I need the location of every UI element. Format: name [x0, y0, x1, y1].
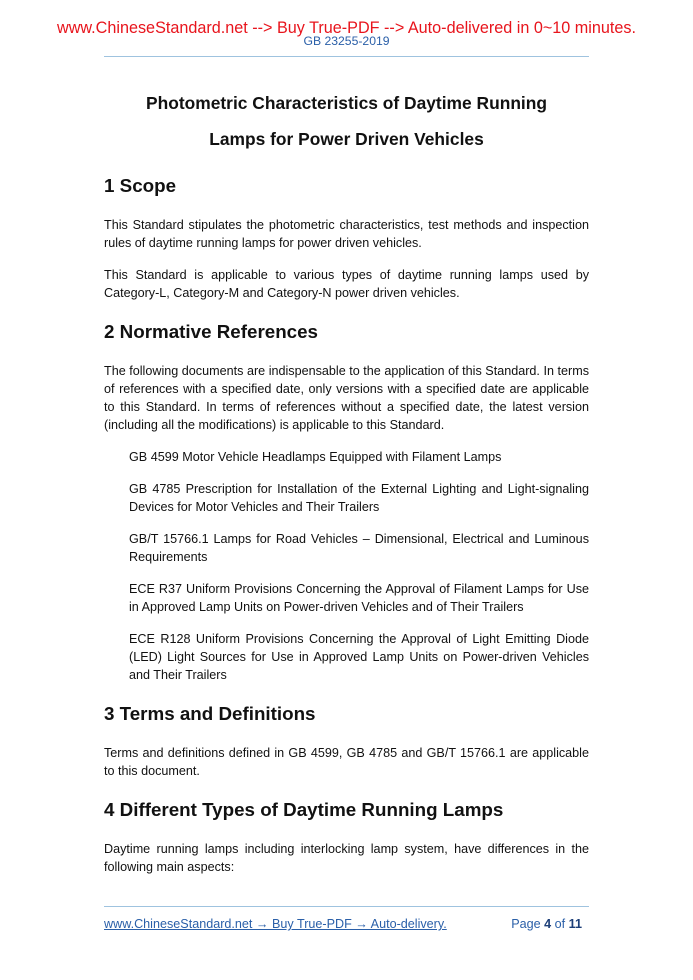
page-indicator [511, 916, 582, 932]
promo-banner[interactable]: www.ChineseStandard.net --> Buy True-PDF --> Auto-delivered in 0~10 minutes. [57, 19, 636, 37]
reference-item: ECE R37 Uniform Provisions Concerning the Approval of Filament Lamps for Use in Approved Lamp Units on Power-driven Vehicles and of Their Trailers [129, 582, 589, 614]
page-current: 4 [544, 917, 552, 931]
reference-item: GB/T 15766.1 Lamps for Road Vehicles – Dimensional, Electrical and Luminous Requirements [129, 532, 589, 564]
page-label: Page [511, 917, 541, 931]
standard-code: GB 23255-2019 [303, 34, 390, 48]
section-heading-normative-references: 2 Normative References [104, 321, 319, 342]
reference-item: GB 4785 Prescription for Installation of the External Lighting and Light-signaling Devices for Motor Vehicles and Their Trailers [129, 482, 589, 514]
normative-intro-paragraph: The following documents are indispensable to the application of this Standard. In terms of references with a specified date, only versions with a specified date are applicable to this Standard. In terms of references without a specified date, the latest version (including all the modifications) is applicable to this Standard. [104, 364, 589, 432]
section-heading-daytime-lamp-types: 4 Different Types of Daytime Running Lamps [104, 799, 504, 820]
header-divider [104, 56, 589, 57]
footer-divider [104, 906, 589, 907]
document-title-line-1: Photometric Characteristics of Daytime Running [145, 93, 548, 113]
document-title-line-2: Lamps for Power Driven Vehicles [209, 129, 484, 149]
scope-paragraph-2: This Standard is applicable to various types of daytime running lamps used by Category-L, Category-M and Category-N power driven vehicles. [104, 268, 589, 300]
reference-item: ECE R128 Uniform Provisions Concerning the Approval of Light Emitting Diode (LED) Light Sources for Use in Approved Lamp Units on Power-driven Vehicles and Their Trailers [129, 632, 589, 682]
scope-paragraph-1: This Standard stipulates the photometric characteristics, test methods and inspection rules of daytime running lamps for power driven vehicles. [104, 218, 589, 250]
reference-item: GB 4599 Motor Vehicle Headlamps Equipped with Filament Lamps [129, 450, 502, 464]
footer-store-link[interactable]: www.ChineseStandard.net → Buy True-PDF → Auto-delivery. [104, 917, 447, 931]
page-of-label: of [554, 917, 566, 931]
types-paragraph: Daytime running lamps including interlocking lamp system, have differences in the following main aspects: [104, 842, 589, 874]
page-footer [104, 916, 589, 932]
page-total: 11 [568, 917, 582, 931]
terms-paragraph: Terms and definitions defined in GB 4599, GB 4785 and GB/T 15766.1 are applicable to this document. [104, 746, 589, 778]
document-body [104, 85, 589, 876]
section-heading-terms-and-definitions: 3 Terms and Definitions [104, 703, 316, 724]
section-heading-scope: 1 Scope [104, 175, 177, 196]
